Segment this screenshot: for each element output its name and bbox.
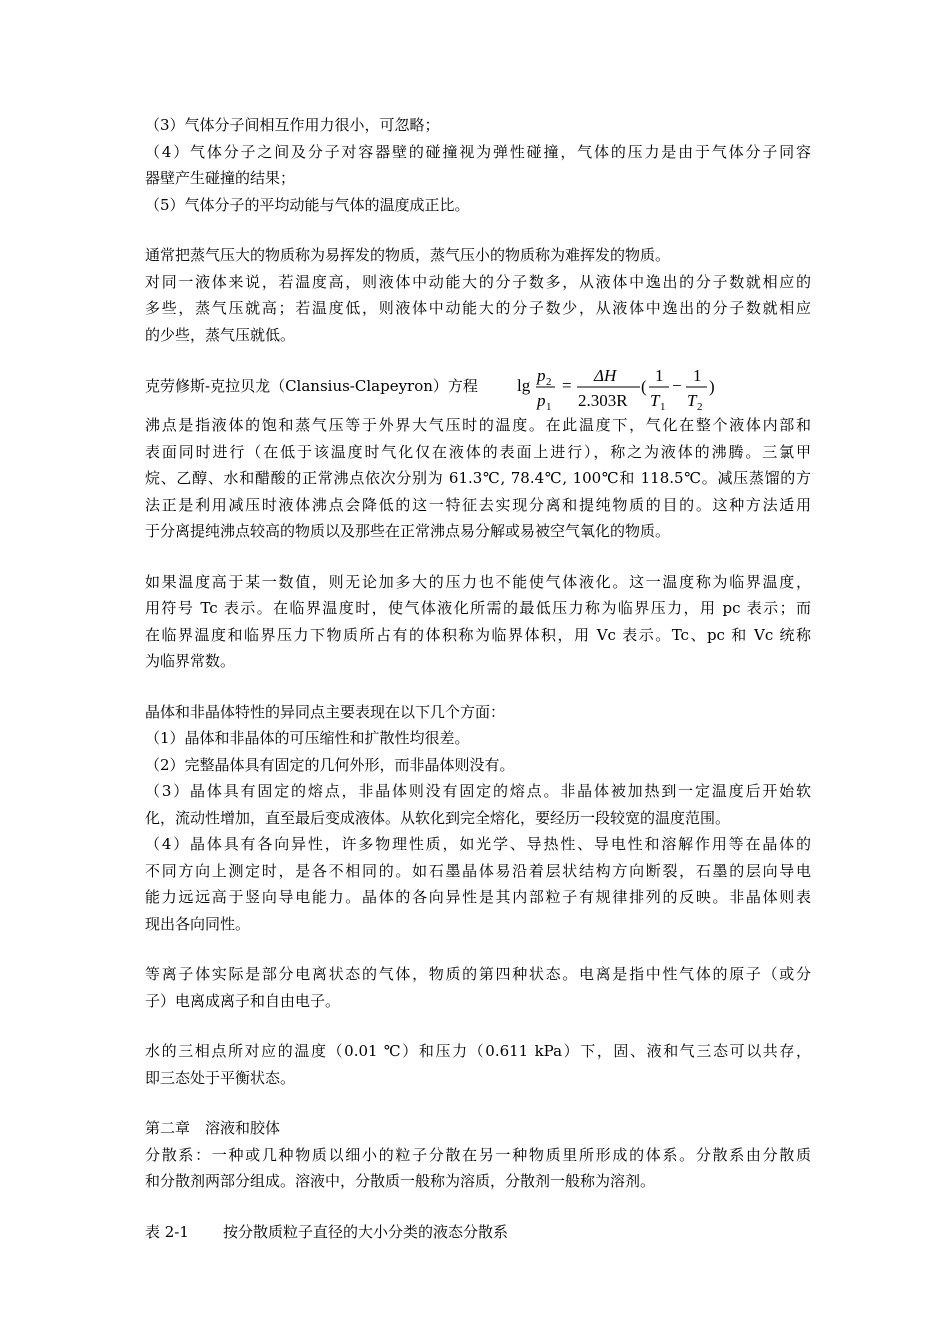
eq-t2-sub: 2: [697, 401, 703, 412]
text-line: 器壁产生碰撞的结果；: [145, 169, 296, 187]
text-line: 对同一液体来说，若温度高，则液体中动能大的分子数多，从液体中逸出的分子数就相应的: [145, 272, 811, 291]
text-line: 多些，蒸气压就高；若温度低，则液体中动能大的分子数少，从液体中逸出的分子数就相应: [145, 299, 811, 317]
text-line: 如果温度高于某一数值，则无论加多大的压力也不能使气体液化。这一温度称为临界温度，: [145, 572, 811, 591]
eq-p1-sub: 1: [546, 401, 552, 412]
text-line: 化，流动性增加，直至最后变成液体。从软化到完全熔化，要经历一段较宽的温度范围。: [145, 808, 731, 827]
eq-p1: p: [537, 391, 546, 410]
text-line: 烷、乙醇、水和醋酸的正常沸点依次分别为 61.3℃, 78.4℃, 100℃和 118.5℃。减压蒸馏的方: [145, 469, 811, 487]
text-line: 为临界常数。: [145, 652, 236, 670]
eq-t1: T: [650, 391, 660, 410]
eq-open-paren: (: [641, 377, 647, 396]
text-line: 法正是利用减压时液体沸点会降低的这一特征去实现分离和提纯物质的目的。这种方法适用: [145, 495, 811, 514]
eq-equals: =: [562, 376, 572, 395]
eq-lg: lg: [517, 376, 531, 395]
eq-t2: T: [687, 391, 697, 410]
text-line: 晶体和非晶体特性的异同点主要表现在以下几个方面：: [145, 702, 506, 721]
critical-constants-block: [145, 569, 811, 675]
eq-denominator: 2.303R: [578, 391, 628, 410]
text-line: 用符号 Tc 表示。在临界温度时，使气体液化所需的最低压力称为临界压力，用 pc 表示；而: [145, 599, 811, 617]
text-line: （4）晶体具有各向异性，许多物理性质，如光学、导热性、导电性和溶解作用等在晶体的: [145, 835, 811, 853]
document-page: [145, 112, 811, 1245]
text-line: （1）晶体和非晶体的可压缩性和扩散性均很差。: [145, 729, 470, 747]
eq-p2: p: [537, 366, 546, 385]
text-line: 即三态处于平衡状态。: [145, 1068, 296, 1087]
gas-assumptions-block: [145, 112, 811, 218]
text-line: 表面同时进行（在低于该温度时气化仅在液体的表面上进行），称之为液体的沸腾。三氯甲: [145, 442, 811, 461]
eq-p2-sub: 2: [546, 376, 552, 388]
crystal-properties-block: [145, 699, 811, 938]
plasma-block: [145, 961, 811, 1014]
eq-t1-sub: 1: [660, 401, 666, 412]
text-line: （2）完整晶体具有固定的几何外形，而非晶体则没有。: [145, 755, 515, 774]
text-line: 现出各向同性。: [145, 914, 251, 933]
eq-one-b: 1: [693, 366, 702, 385]
equation-label: 克劳修斯-克拉贝龙（Clansius-Clapeyron）方程: [145, 377, 478, 395]
table-title: 按分散质粒子直径的大小分类的液态分散系: [223, 1222, 509, 1241]
text-line: 不同方向上测定时，是各不相同的。如石墨晶体易沿着层状结构方向断裂，石墨的层向导电: [145, 861, 811, 880]
chapter-two-block: [145, 1115, 811, 1195]
text-line: 分散系：一种或几种物质以细小的粒子分散在另一种物质里所形成的体系。分散系由分散质: [145, 1145, 811, 1164]
text-line: 水的三相点所对应的温度（0.01 ℃）和压力（0.611 kPa）下，固、液和气三态可以共存，: [145, 1042, 811, 1060]
text-line: （5）气体分子的平均动能与气体的温度成正比。: [145, 195, 470, 214]
vapor-pressure-block: [145, 242, 811, 348]
text-line: 等离子体实际是部分电离状态的气体，物质的第四种状态。电离是指中性气体的原子（或分: [145, 965, 811, 983]
clausius-clapeyron-equation: [517, 360, 727, 412]
text-line: 的少些，蒸气压就低。: [145, 325, 296, 344]
clausius-clapeyron-equation-row: [145, 360, 811, 412]
text-line: 子）电离成离子和自由电子。: [145, 991, 341, 1010]
text-line: 于分离提纯沸点较高的物质以及那些在正常沸点易分解或易被空气氧化的物质。: [145, 522, 671, 540]
text-line: 在临界温度和临界压力下物质所占有的体积称为临界体积，用 Vc 表示。Tc、pc 和 Vc 统称: [145, 625, 811, 644]
text-line: 能力远远高于竖向导电能力。晶体的各向异性是其内部粒子有规律排列的反映。非晶体则表: [145, 888, 811, 906]
text-line: （3）晶体具有固定的熔点，非晶体则没有固定的熔点。非晶体被加热到一定温度后开始软: [145, 782, 811, 800]
table-caption: [145, 1219, 811, 1245]
chapter-heading: 第二章 溶液和胶体: [145, 1119, 281, 1137]
eq-minus: −: [672, 376, 682, 395]
table-number: 表 2-1: [145, 1222, 189, 1241]
text-line: 通常把蒸气压大的物质称为易挥发的物质，蒸气压小的物质称为难挥发的物质。: [145, 246, 671, 264]
eq-delta-h: ΔH: [594, 366, 617, 385]
text-line: 沸点是指液体的饱和蒸气压等于外界大气压时的温度。在此温度下，气化在整个液体内部和: [145, 416, 811, 434]
eq-one-a: 1: [655, 366, 664, 385]
triple-point-block: [145, 1038, 811, 1091]
text-line: （3）气体分子间相互作用力很小，可忽略；: [145, 116, 440, 134]
text-line: （4）气体分子之间及分子对容器壁的碰撞视为弹性碰撞，气体的压力是由于气体分子同容: [145, 142, 811, 161]
eq-close-paren: ): [709, 377, 715, 396]
boiling-point-block: [145, 412, 811, 545]
text-line: 和分散剂两部分组成。溶液中，分散质一般称为溶质，分散剂一般称为溶剂。: [145, 1172, 656, 1190]
